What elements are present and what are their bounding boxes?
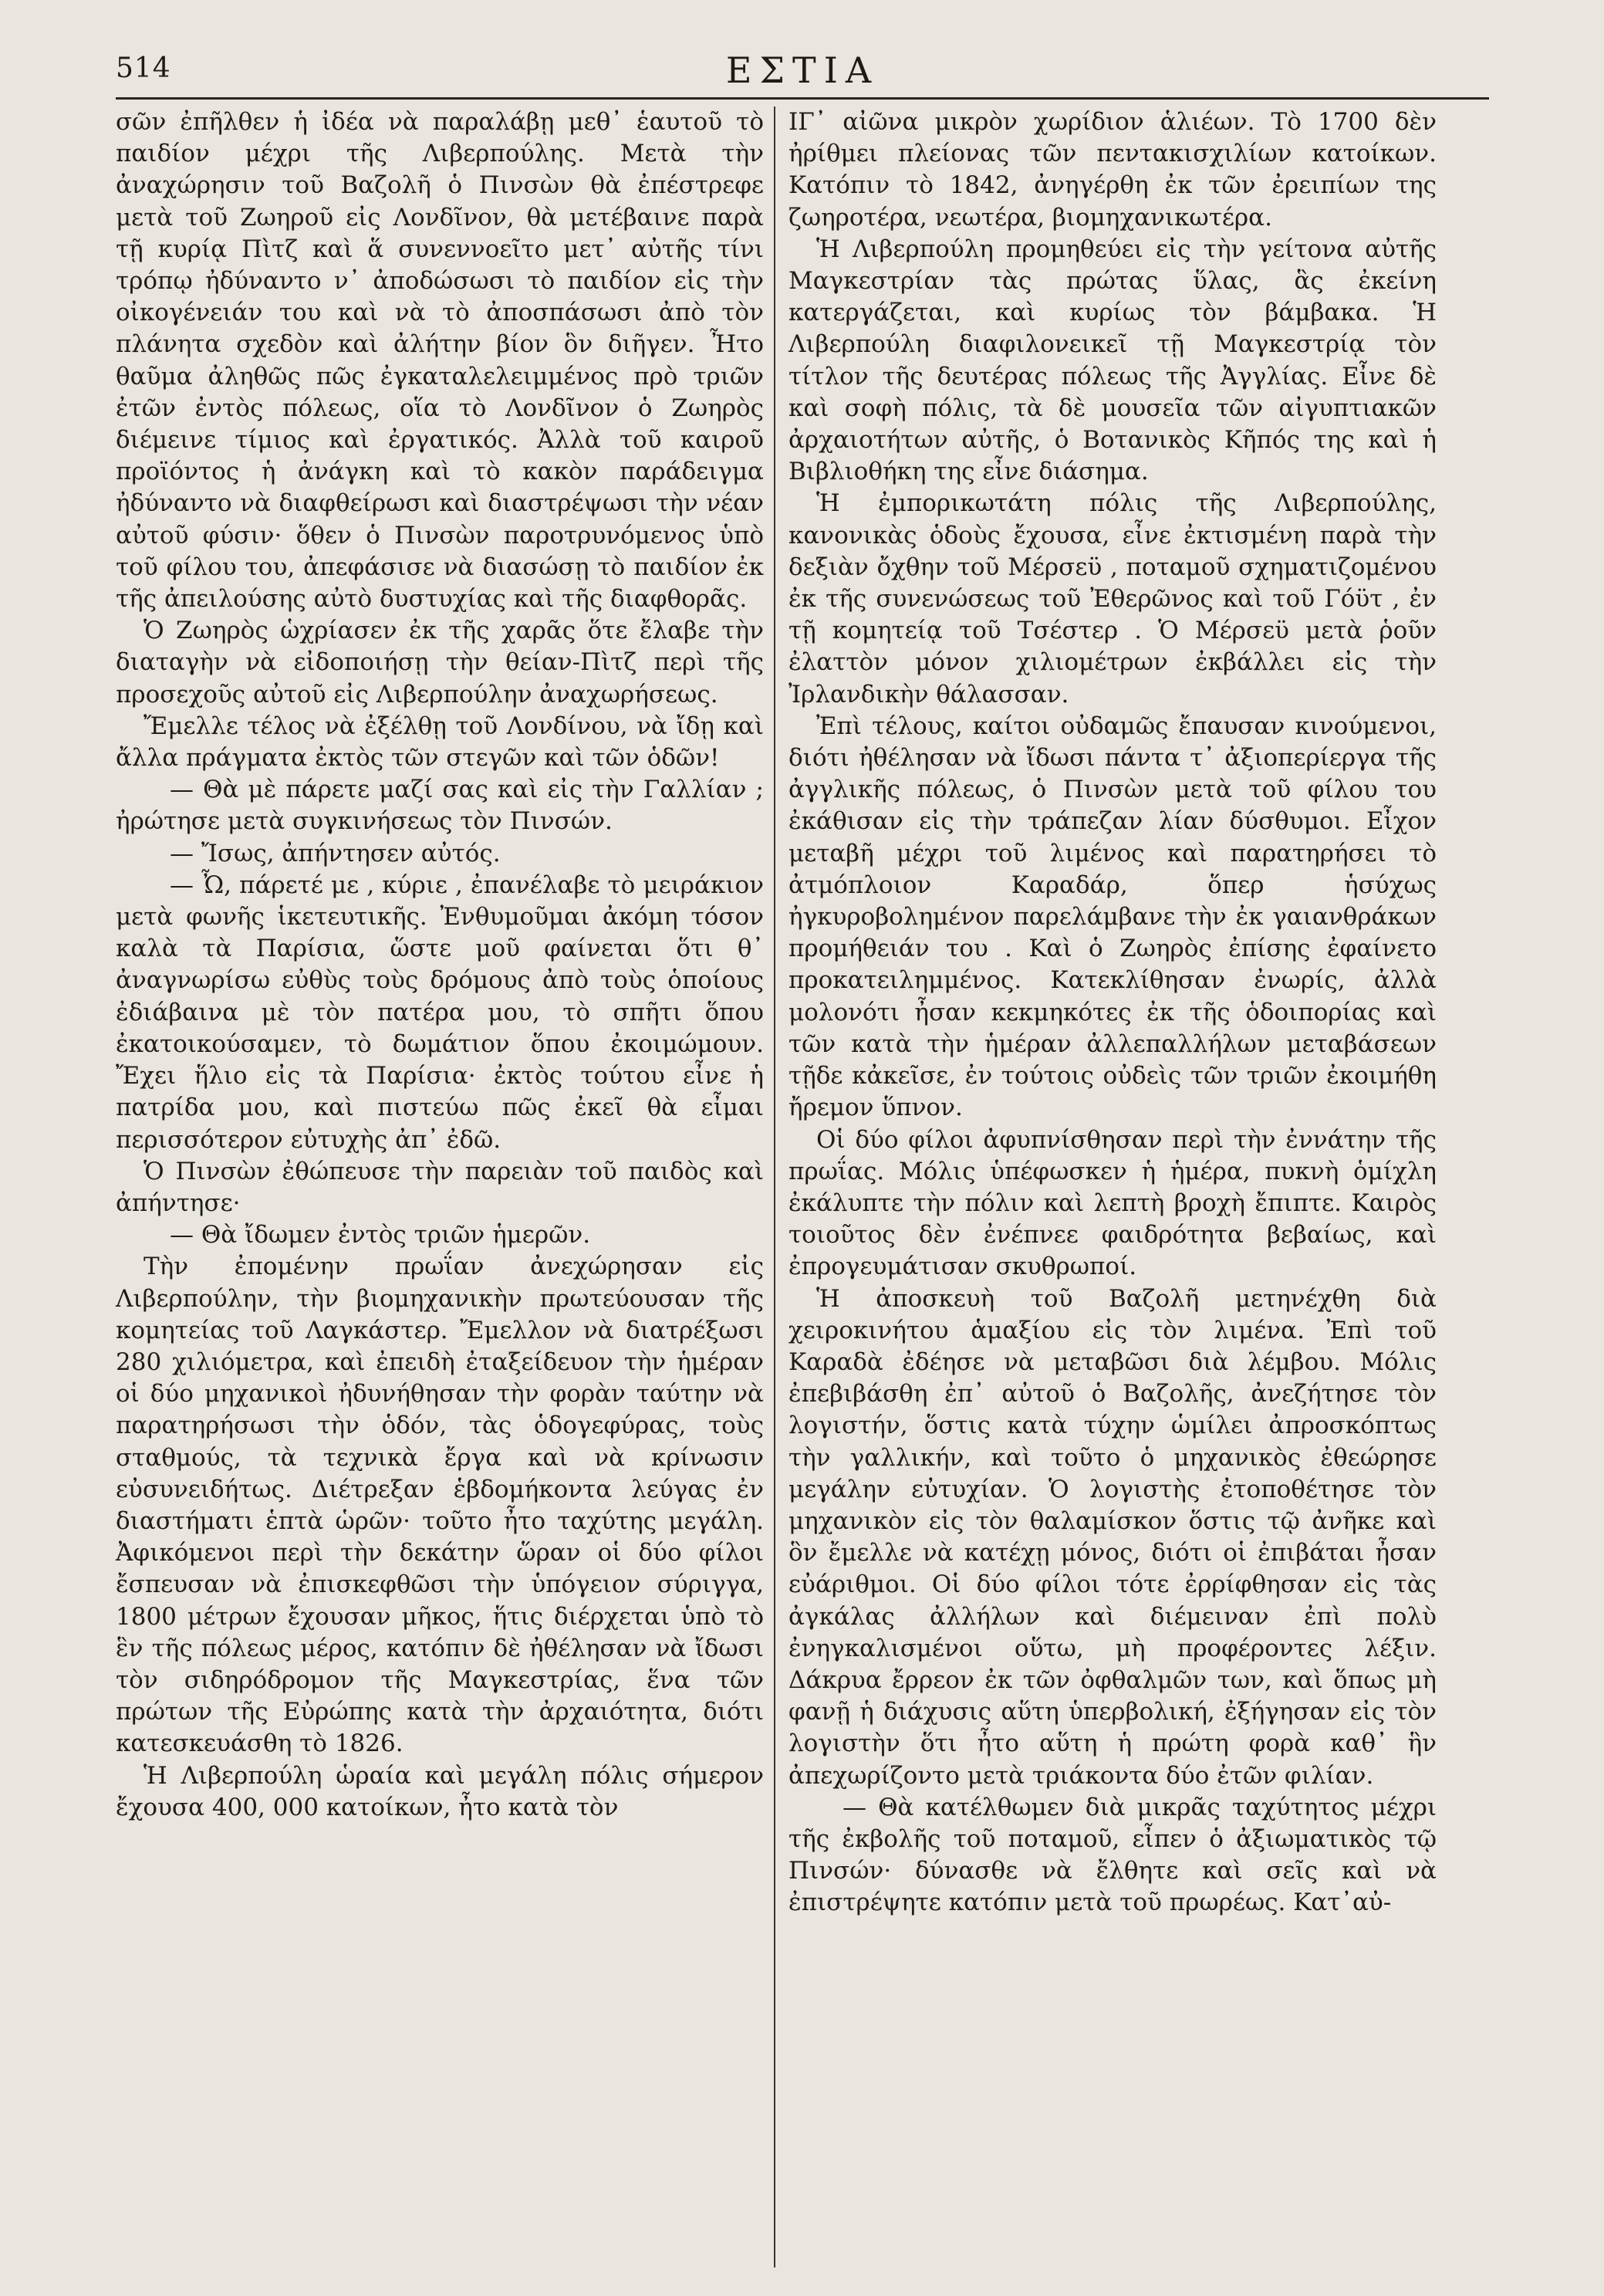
page-number: 514 xyxy=(116,52,171,84)
column-divider xyxy=(774,107,775,2267)
journal-title: ΕΣΤΙΑ xyxy=(725,49,880,91)
paragraph: Ὁ Ζωηρὸς ὡχρίασεν ἐκ τῆς χαρᾶς ὅτε ἔλαβε τὴν διαταγὴν νὰ εἰδοποιήσῃ τὴν θείαν-Πὶτζ περὶ τῆς προσεχοῦς αὐτοῦ εἰς Λιβερπούλην ἀναχωρήσεως. xyxy=(116,617,764,708)
paragraph: Ἡ ἐμπορικωτάτη πόλις τῆς Λιβερπούλης, κανονικὰς ὁδοὺς ἔχουσα, εἶνε ἐκτισμένη παρὰ τὴν δεξιὰν ὄχθην τοῦ Μέρσεϋ , ποταμοῦ σχηματιζομένου ἐκ τῆς συνενώσεως τοῦ Ἐθερῶνος καὶ τοῦ Γόϋτ , ἐν τῇ κομητείᾳ τοῦ Τσέστερ . Ὁ Μέρσεϋ μετὰ ῥοῦν ἐλαττὸν μόνον χιλιομέτρων ἐκβάλλει εἰς τὴν Ἰρλανδικὴν θάλασσαν. xyxy=(788,489,1437,708)
paragraph: Ἡ ἀποσκευὴ τοῦ Βαζολῆ μετηνέχθη διὰ χειροκινήτου ἁμαξίου εἰς τὸν λιμένα. Ἐπὶ τοῦ Καραδὰ ἐδέησε νὰ μεταβῶσι διὰ λέμβου. Μόλις ἐπεβιβάσθη ἐπ᾽ αὐτοῦ ὁ Βαζολῆς, ἀνεζήτησε τὸν λογιστήν, ὅστις κατὰ τύχην ὡμίλει ἀπροσκόπτως τὴν γαλλικήν, καὶ τοῦτο ὁ μηχανικὸς ἐθεώρησε μεγάλην εὐτυχίαν. Ὁ λογιστὴς ἐτοποθέτησε τὸν μηχανικὸν εἰς τὸν θαλαμίσκον ὅστις τῷ ἀνῆκε καὶ ὃν ἔμελλε νὰ κατέχῃ μόνος, διότι οἱ ἐπιβάται ἦσαν εὐάριθμοι. Οἱ δύο φίλοι τότε ἐρρίφθησαν εἰς τὰς ἀγκάλας ἀλλήλων καὶ διέμειναν ἐπὶ πολὺ ἐνηγκαλισμένοι οὕτω, μὴ προφέροντες λέξιν. Δάκρυα ἔρρεον ἐκ τῶν ὀφθαλμῶν των, καὶ ὅπως μὴ φανῇ ἡ διάχυσις αὕτη ὑπερβολική, ἐξήγησαν εἰς τὸν λογιστὴν ὅτι ἦτο αὕτη ἡ πρώτη φορὰ καθ᾽ ἣν ἀπεχωρίζοντο μετὰ τριάκοντα δύο ἐτῶν φιλίαν. xyxy=(788,1284,1437,1790)
paragraph: Ἔμελλε τέλος νὰ ἐξέλθῃ τοῦ Λονδίνου, νὰ ἴδῃ καὶ ἄλλα πράγματα ἐκτὸς τῶν στεγῶν καὶ τῶν ὁδῶν! xyxy=(116,712,764,773)
dialogue-line: — Θὰ ἴδωμεν ἐντὸς τριῶν ἡμερῶν. xyxy=(170,1221,591,1249)
paragraph: Οἱ δύο φίλοι ἀφυπνίσθησαν περὶ τὴν ἐννάτην τῆς πρωΐας. Μόλις ὑπέφωσκεν ἡ ἡμέρα, πυκνὴ ὁμίχλη ἐκάλυπτε τὴν πόλιν καὶ λεπτὴ βροχὴ ἔπιπτε. Καιρὸς τοιοῦτος δὲν ἐνέπνεε φαιδρότητα βεβαίως, καὶ ἐπρογευμάτισαν σκυθρωποί. xyxy=(788,1125,1437,1281)
right-column xyxy=(788,107,1437,1919)
paragraph: Τὴν ἐπομένην πρωΐαν ἀνεχώρησαν εἰς Λιβερπούλην, τὴν βιομηχανικὴν πρωτεύουσαν τῆς κομητείας τοῦ Λαγκάστερ. Ἔμελλον νὰ διατρέξωσι 280 χιλιόμετρα, καὶ ἐπειδὴ ἐταξείδευον τὴν ἡμέραν οἱ δύο μηχανικοὶ ἠδυνήθησαν τὴν φορὰν ταύτην νὰ παρατηρήσωσι τὴν ὁδόν, τὰς ὁδογεφύρας, τοὺς σταθμούς, τὰ τεχνικὰ ἔργα καὶ νὰ κρίνωσιν εὐσυνειδήτως. Διέτρεξαν ἑβδομήκοντα λεύγας ἐν διαστήματι ἑπτὰ ὡρῶν· τοῦτο ἦτο ταχύτης μεγάλη. Ἀφικόμενοι περὶ τὴν δεκάτην ὥραν οἱ δύο φίλοι ἔσπευσαν νὰ ἐπισκεφθῶσι τὴν ὑπόγειον σύριγγα, 1800 μέτρων ἔχουσαν μῆκος, ἥτις διέρχεται ὑπὸ τὸ ἓν τῆς πόλεως μέρος, κατόπιν δὲ ἠθέλησαν νὰ ἴδωσι τὸν σιδηρόδρομον τῆς Μαγκεστρίας, ἕνα τῶν πρώτων τῆς Εὐρώπης κατὰ τὴν ἀρχαιότητα, διότι κατεσκευάσθη τὸ 1826. xyxy=(116,1253,764,1758)
paragraph: Ἡ Λιβερπούλη προμηθεύει εἰς τὴν γείτονα αὐτῆς Μαγκεστρίαν τὰς πρώτας ὕλας, ἃς ἐκείνη κατεργάζεται, καὶ κυρίως τὸν βάμβακα. Ἡ Λιβερπούλη διαφιλονεικεῖ τῇ Μαγκεστρίᾳ τὸν τίτλον τῆς δευτέρας πόλεως τῆς Ἀγγλίας. Εἶνε δὲ καὶ σοφὴ πόλις, τὰ δὲ μουσεῖα τῶν αἰγυπτιακῶν ἀρχαιοτήτων αὐτῆς, ὁ Βοτανικὸς Κῆπός της καὶ ἡ Βιβλιοθήκη της εἶνε διάσημα. xyxy=(788,235,1437,486)
page-header xyxy=(116,46,1489,93)
dialogue-line: — Θὰ κατέλθωμεν διὰ μικρᾶς ταχύτητος μέχρι τῆς ἐκβολῆς τοῦ ποταμοῦ, εἶπεν ὁ ἀξιωματικὸς τῷ Πινσών· δύνασθε νὰ ἔλθητε καὶ σεῖς καὶ νὰ ἐπιστρέψητε κατόπιν μετὰ τοῦ πρωρέως. Κατ᾽αὐ- xyxy=(788,1793,1437,1917)
dialogue-line: — Ὦ, πάρετέ με , κύριε , ἐπανέλαβε τὸ μειράκιον μετὰ φωνῆς ἱκετευτικῆς. Ἐνθυμοῦμαι ἀκόμη τόσον καλὰ τὰ Παρίσια, ὥστε μοῦ φαίνεται ὅτι θ᾽ ἀναγνωρίσω εὐθὺς τοὺς δρόμους ἀπὸ τοὺς ὁποίους ἐδιάβαινα μὲ τὸν πατέρα μου, τὸ σπῆτι ὅπου ἐκατοικούσαμεν, τὸ δωμάτιον ὅπου ἐκοιμώμουν. Ἔχει ἥλιο εἰς τὰ Παρίσια· ἐκτὸς τούτου εἶνε ἡ πατρίδα μου, καὶ πιστεύω πῶς ἐκεῖ θὰ εἶμαι περισσότερον εὐτυχὴς ἀπ᾽ ἐδῶ. xyxy=(116,871,764,1154)
left-column xyxy=(116,107,764,1824)
paragraph: Ἡ Λιβερπούλη ὡραία καὶ μεγάλη πόλις σήμερον ἔχουσα 400, 000 κατοίκων, ἦτο κατὰ τὸν xyxy=(116,1761,764,1821)
paragraph: σῶν ἐπῆλθεν ἡ ἰδέα νὰ παραλάβῃ μεθ᾽ ἑαυτοῦ τὸ παιδίον μέχρι τῆς Λιβερπούλης. Μετὰ τὴν ἀναχώρησιν τοῦ Βαζολῆ ὁ Πινσὼν θὰ ἐπέστρεφε μετὰ τοῦ Ζωηροῦ εἰς Λονδῖνον, θὰ μετέβαινε παρὰ τῇ κυρίᾳ Πὶτζ καὶ ἅ συνεννοεῖτο μετ᾽ αὐτῆς τίνι τρόπῳ ἠδύναντο ν᾽ ἀποδώσωσι τὸ παιδίον εἰς τὴν οἰκογένειάν του καὶ νὰ τὸ ἀποσπάσωσι ἀπὸ τὸν πλάνητα σχεδὸν καὶ ἀλήτην βίον ὃν διῆγεν. Ἦτο θαῦμα ἀληθῶς πῶς ἐγκαταλελειμμένος πρὸ τριῶν ἐτῶν ἐντὸς πόλεως, οἵα τὸ Λονδῖνον ὁ Ζωηρὸς διέμεινε τίμιος καὶ ἐργατικός. Ἀλλὰ τοῦ καιροῦ προϊόντος ἡ ἀνάγκη καὶ τὸ κακὸν παράδειγμα ἠδύναντο νὰ διαφθείρωσι καὶ διαστρέψωσι τὴν νέαν αὐτοῦ φύσιν· ὅθεν ὁ Πινσὼν παροτρυνόμενος ὑπὸ τοῦ φίλου του, ἀπεφάσισε νὰ διασώσῃ τὸ παιδίον ἐκ τῆς ἀπειλούσης αὐτὸ δυστυχίας καὶ τῆς διαφθορᾶς. xyxy=(116,108,764,614)
paragraph: Ἐπὶ τέλους, καίτοι οὐδαμῶς ἔπαυσαν κινούμενοι, διότι ἠθέλησαν νὰ ἴδωσι πάντα τ᾽ ἀξιοπερίεργα τῆς ἀγγλικῆς πόλεως, ὁ Πινσὼν μετὰ τοῦ φίλου του ἐκάθισαν εἰς τὴν τράπεζαν λίαν δύσθυμοι. Εἶχον μεταβῆ μέχρι τοῦ λιμένος καὶ παρατηρήσει τὸ ἀτμόπλοιον Καραδάρ, ὅπερ ἡσύχως ἠγκυροβολημένον παρελάμβανε τὴν ἐκ γαιανθράκων προμήθειάν του . Καὶ ὁ Ζωηρὸς ἐπίσης ἐφαίνετο προκατειλημμένος. Κατεκλίθησαν ἐνωρίς, ἀλλὰ μολονότι ἦσαν κεκμηκότες ἐκ τῆς ὁδοιπορίας καὶ τῶν κατὰ τὴν ἡμέραν ἀλλεπαλλήλων μεταβάσεων τῇδε κἀκεῖσε, ἐν τούτοις οὐδεὶς τῶν τριῶν ἐκοιμήθη ἤρεμον ὕπνον. xyxy=(788,712,1437,1122)
paragraph: ΙΓ᾽ αἰῶνα μικρὸν χωρίδιον ἁλιέων. Τὸ 1700 δὲν ἠρίθμει πλείονας τῶν πεντακισχιλίων κατοίκων. Κατόπιν τὸ 1842, ἀνηγέρθη ἐκ τῶν ἐρειπίων της ζωηροτέρα, νεωτέρα, βιομηχανικωτέρα. xyxy=(788,108,1437,232)
paragraph: Ὁ Πινσὼν ἐθώπευσε τὴν παρειὰν τοῦ παιδὸς καὶ ἀπήντησε· xyxy=(116,1157,764,1217)
dialogue-line: — Ἴσως, ἀπήντησεν αὐτός. xyxy=(170,839,501,867)
dialogue-line: — Θὰ μὲ πάρετε μαζί σας καὶ εἰς τὴν Γαλλίαν ; ἠρώτησε μετὰ συγκινήσεως τὸν Πινσών. xyxy=(116,776,764,836)
header-rule xyxy=(116,97,1489,100)
